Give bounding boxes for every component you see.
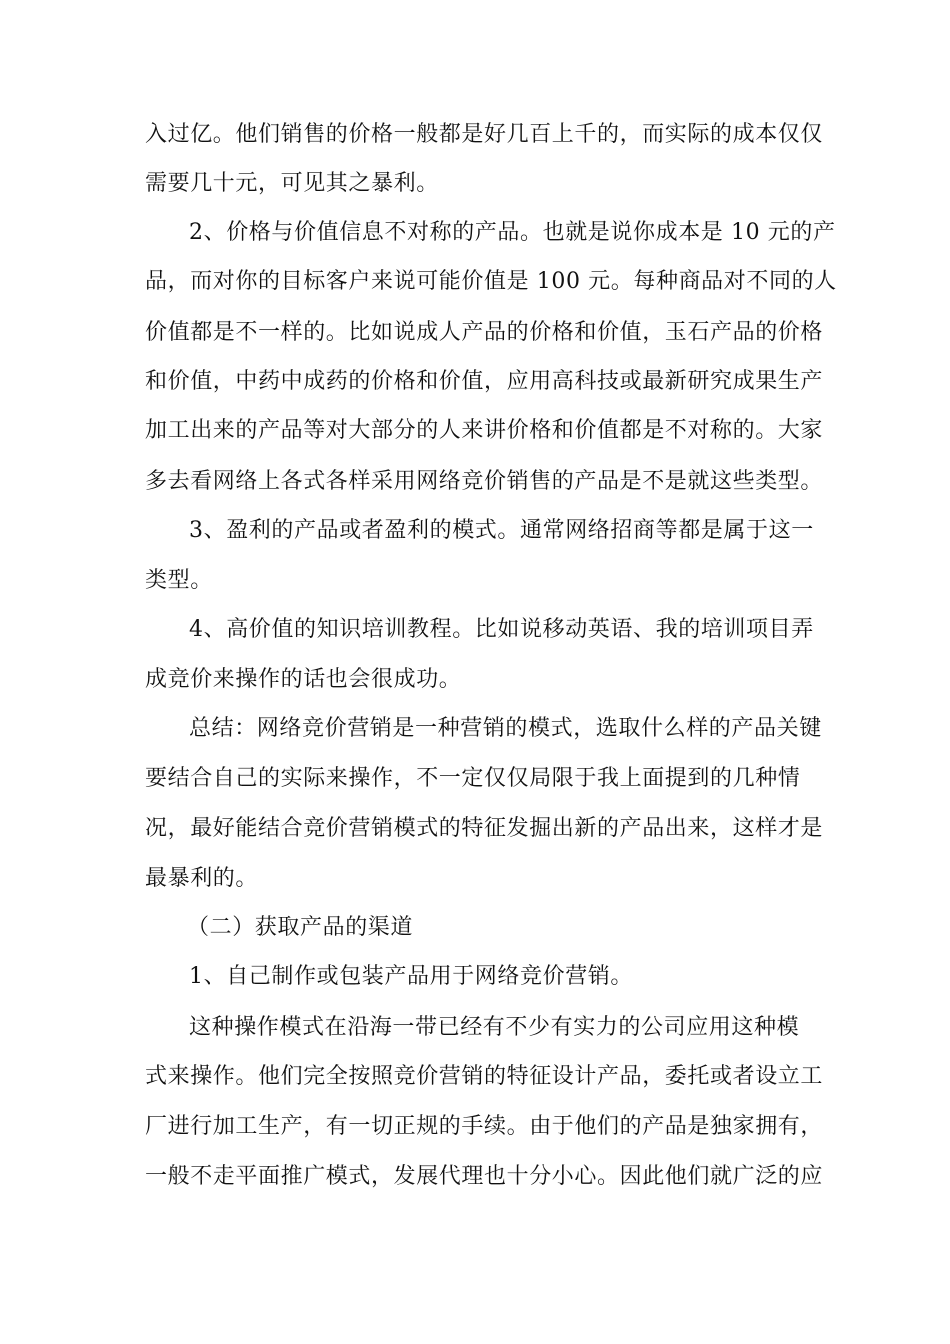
list-item-line: 1、自己制作或包装产品用于网络竞价营销。	[189, 964, 633, 989]
list-item-line: 2、价格与价值信息不对称的产品。也就是说你成本是 10 元的产	[189, 220, 836, 245]
section-heading: （二）获取产品的渠道	[187, 915, 414, 940]
text-line: 厂进行加工生产，有一切正规的手续。由于他们的产品是独家拥有，	[145, 1114, 824, 1139]
text-line: 价值都是不一样的。比如说成人产品的价格和价值，玉石产品的价格	[145, 320, 824, 345]
text-line: 入过亿。他们销售的价格一般都是好几百上千的，而实际的成本仅仅	[145, 122, 824, 147]
text-line: 要结合自己的实际来操作，不一定仅仅局限于我上面提到的几种情	[145, 766, 801, 791]
summary-line: 总结：网络竞价营销是一种营销的模式，选取什么样的产品关键	[189, 716, 822, 741]
text-line: 类型。	[145, 568, 213, 593]
list-item-line: 3、盈利的产品或者盈利的模式。通常网络招商等都是属于这一	[189, 518, 814, 543]
text-line: 成竞价来操作的话也会很成功。	[145, 667, 462, 692]
text-line: 况，最好能结合竞价营销模式的特征发掘出新的产品出来，这样才是	[145, 816, 824, 841]
text-line: 和价值，中药中成药的价格和价值，应用高科技或最新研究成果生产	[145, 369, 824, 394]
list-item-line: 4、高价值的知识培训教程。比如说移动英语、我的培训项目弄	[189, 617, 814, 642]
text-line: 一般不走平面推广模式，发展代理也十分小心。因此他们就广泛的应	[145, 1164, 824, 1189]
text-line: 品，而对你的目标客户来说可能价值是 100 元。每种商品对不同的人	[145, 269, 837, 294]
text-line: 式来操作。他们完全按照竞价营销的特征设计产品，委托或者设立工	[145, 1064, 824, 1089]
text-line: 加工出来的产品等对大部分的人来讲价格和价值都是不对称的。大家	[145, 418, 824, 443]
text-line: 最暴利的。	[145, 866, 259, 891]
text-line: 多去看网络上各式各样采用网络竞价销售的产品是不是就这些类型。	[145, 469, 824, 494]
text-line: 需要几十元，可见其之暴利。	[145, 171, 439, 196]
paragraph-line: 这种操作模式在沿海一带已经有不少有实力的公司应用这种模	[189, 1015, 800, 1040]
